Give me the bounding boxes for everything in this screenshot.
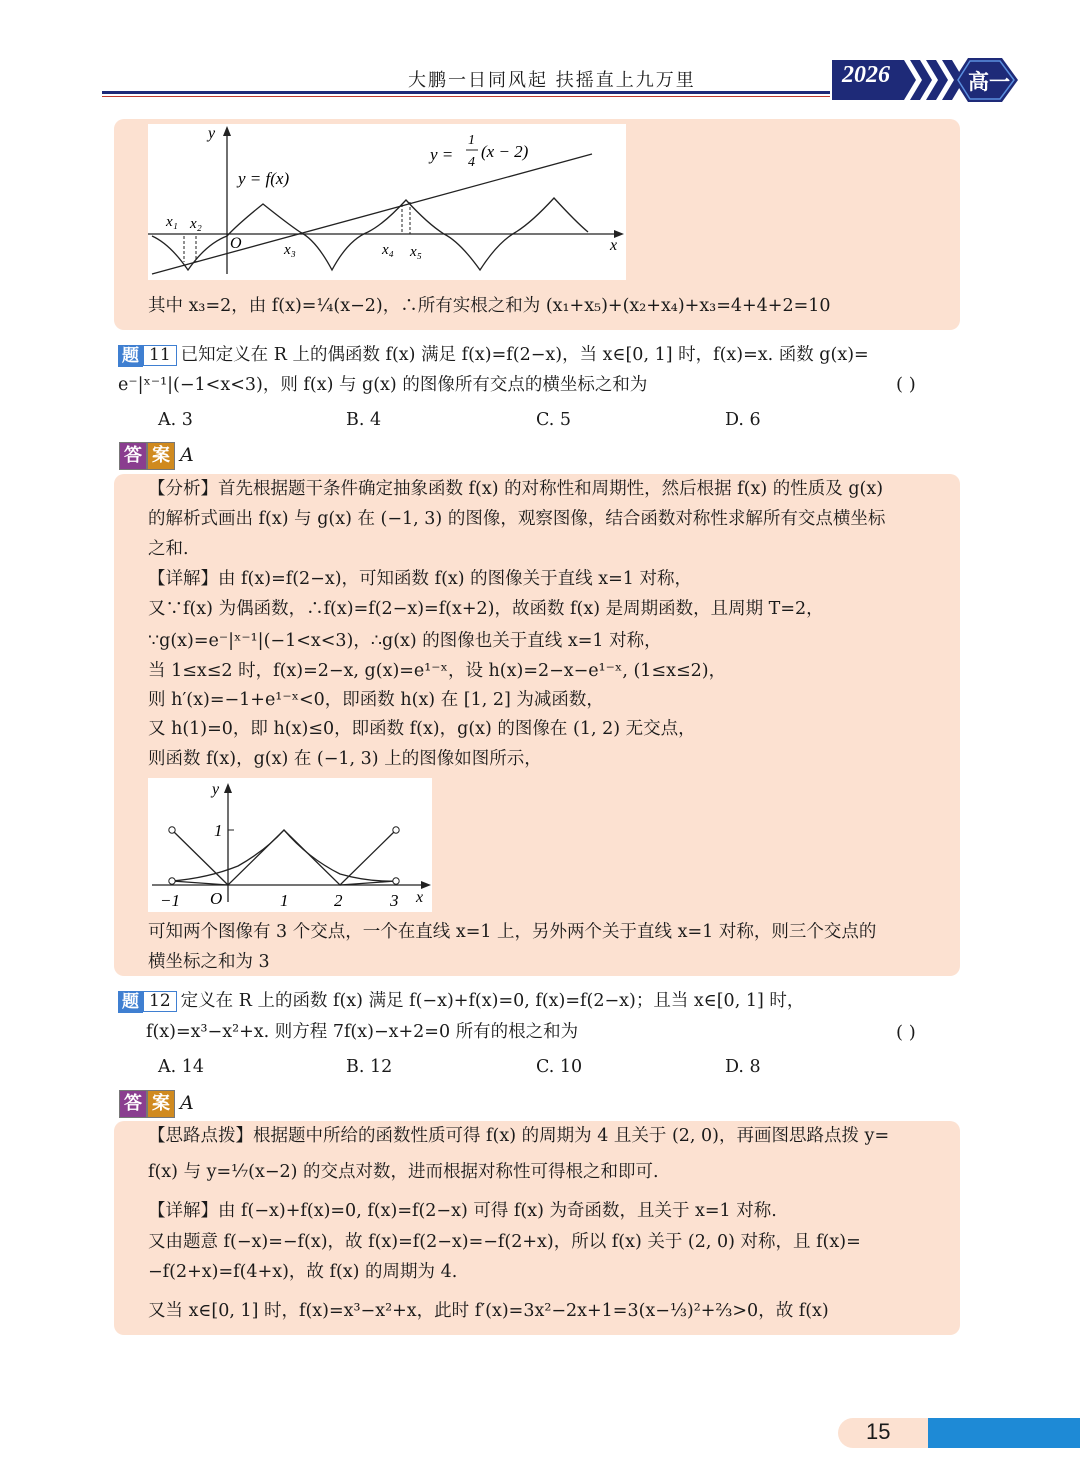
answer-char-1: 答 (119, 442, 147, 470)
graph1-x5: x₅ (410, 244, 422, 260)
graph1-origin: O (230, 235, 242, 252)
graph1-x2: x₂ (190, 216, 202, 232)
q11-sol-line3: 之和. (148, 539, 189, 559)
q12-option-c[interactable]: C. 10 (536, 1057, 583, 1077)
graph1-curve-label: y = f(x) (238, 169, 290, 188)
graph1-line-label-num: 1 (468, 133, 475, 148)
q12-sol-line1: 【思路点拨】根据题中所给的函数性质可得 f(x) 的周期为 4 且关于 (2, 0)，再画图思路点拨 y= (148, 1126, 890, 1146)
q11-sol-line4: 【详解】由 f(x)=f(2−x)，可知函数 f(x) 的图像关于直线 x=1 对称， (148, 569, 692, 589)
graph2-tick-3: 3 (390, 891, 399, 910)
graph2-origin: O (210, 889, 223, 908)
q12-sol-line5: −f(2+x)=f(4+x)，故 f(x) 的周期为 4. (148, 1262, 458, 1282)
q12-stem-line1 (118, 987, 804, 1015)
graph2-tick-1: 1 (280, 891, 289, 910)
q11-option-c[interactable]: C. 5 (536, 410, 572, 430)
q11-stem-line1 (118, 341, 869, 369)
graph2-y-axis-label: y (212, 781, 220, 798)
q12-answer-paren: ( ) (896, 1022, 916, 1043)
q11-sol-line10: 则函数 f(x)，g(x) 在 (−1, 3) 上的图像如图所示， (148, 749, 542, 769)
q12-sol-line4: 又由题意 f(−x)=−f(x)，故 f(x)=f(2−x)=−f(2+x)，所以 f(x) 关于 (2, 0) 对称，且 f(x)= (148, 1232, 861, 1252)
answer-char-2: 案 (147, 1090, 175, 1118)
graph2-tick-neg1: −1 (160, 891, 180, 910)
graph2-ytick-1: 1 (214, 821, 223, 840)
q11-tag: 题 (118, 345, 143, 367)
answer-char-2: 案 (147, 442, 175, 470)
page-number-bar (910, 1418, 1080, 1448)
graph1-line-label-rest: (x − 2) (481, 142, 529, 161)
q11-sol-end2: 横坐标之和为 3 (148, 952, 270, 972)
graph1-x3: x₃ (284, 242, 296, 258)
header-year: 2026 (842, 62, 890, 88)
q11-answer-badge (119, 442, 175, 470)
q12-stem-line2: f(x)=x³−x²+x. 则方程 7f(x)−x+2=0 所有的根之和为 (146, 1022, 579, 1042)
graph1-y-axis-label: y (208, 125, 216, 142)
q12-option-b[interactable]: B. 12 (346, 1057, 393, 1077)
q11-answer-paren: ( ) (896, 374, 916, 395)
header-grade: 高一 (968, 69, 1010, 94)
q12-answer-badge (119, 1090, 175, 1118)
graph1-line-label-den: 4 (468, 155, 475, 170)
graph-q10 (148, 124, 626, 280)
q12-sol-line3: 【详解】由 f(−x)+f(x)=0, f(x)=f(2−x) 可得 f(x) 为奇函数，且关于 x=1 对称. (148, 1201, 777, 1221)
answer-char-1: 答 (119, 1090, 147, 1118)
q12-sol-line6: 又当 x∈[0, 1] 时，f(x)=x³−x²+x，此时 f′(x)=3x²−2x+1=3(x−⅓)²+⅔>0，故 f(x) (148, 1301, 829, 1321)
q12-tag: 题 (118, 991, 143, 1013)
q11-option-a[interactable]: A. 3 (158, 410, 193, 430)
q11-sol-line6: ∵g(x)=e⁻|ˣ⁻¹|(−1<x<3)，∴g(x) 的图像也关于直线 x=1 对称， (148, 631, 662, 651)
q11-answer-value: A (180, 444, 194, 466)
q11-number: 11 (143, 345, 177, 366)
header-rule-bottom (102, 96, 830, 97)
q12-option-d[interactable]: D. 8 (725, 1057, 761, 1077)
q12-option-a[interactable]: A. 14 (158, 1057, 205, 1077)
q12-sol-line2: f(x) 与 y=⅐(x−2) 的交点对数，进而根据对称性可得根之和即可. (148, 1162, 659, 1182)
q12-number: 12 (143, 991, 177, 1012)
q12-answer-value: A (180, 1092, 194, 1114)
q11-option-b[interactable]: B. 4 (346, 410, 382, 430)
graph2-tick-2: 2 (334, 891, 343, 910)
q11-sol-line9: 又 h(1)=0，即 h(x)≤0，即函数 f(x)，g(x) 的图像在 (1, 2) 无交点， (148, 719, 696, 739)
q11-sol-line8: 则 h′(x)=−1+e¹⁻ˣ<0，即函数 h(x) 在 [1, 2] 为减函数， (148, 690, 604, 710)
q11-sol-line1: 【分析】首先根据题干条件确定抽象函数 f(x) 的对称性和周期性，然后根据 f(x) 的性质及 g(x) (148, 479, 884, 499)
graph1-x4: x₄ (382, 242, 394, 258)
q10-conclusion: 其中 x₃=2，由 f(x)=¼(x−2)，∴所有实根之和为 (x₁+x₅)+(x₂+x₄)+x₃=4+4+2=10 (148, 296, 831, 316)
q11-sol-end1: 可知两个图像有 3 个交点，一个在直线 x=1 上，另外两个关于直线 x=1 对称，则三个交点的 (148, 922, 877, 942)
q11-stem-line2: e⁻|ˣ⁻¹|(−1<x<3)，则 f(x) 与 g(x) 的图像所有交点的横坐标之和为 (118, 375, 648, 395)
q11-option-d[interactable]: D. 6 (725, 410, 761, 430)
q11-sol-line2: 的解析式画出 f(x) 与 g(x) 在 (−1, 3) 的图像，观察图像，结合函数对称性求解所有交点横坐标 (148, 509, 886, 529)
page-number: 15 (866, 1419, 891, 1444)
graph-q11 (148, 778, 432, 912)
graph1-x1: x₁ (166, 214, 178, 230)
q11-stem-text1: 已知定义在 R 上的偶函数 f(x) 满足 f(x)=f(2−x)，当 x∈[0, 1] 时，f(x)=x. 函数 g(x)= (180, 345, 869, 365)
graph1-line-label-y: y = (430, 145, 454, 164)
q12-stem-text1: 定义在 R 上的函数 f(x) 满足 f(−x)+f(x)=0, f(x)=f(2−x)；且当 x∈[0, 1] 时， (180, 991, 805, 1011)
q11-sol-line7: 当 1≤x≤2 时，f(x)=2−x, g(x)=e¹⁻ˣ，设 h(x)=2−x−e¹⁻ˣ, (1≤x≤2)， (148, 661, 727, 681)
graph2-x-axis-label: x (416, 889, 424, 906)
graph1-x-axis-label: x (610, 237, 618, 254)
q11-sol-line5: 又∵f(x) 为偶函数，∴f(x)=f(2−x)=f(x+2)，故函数 f(x) 是周期函数，且周期 T=2， (148, 599, 824, 619)
header-slogan: 大鹏一日同风起 扶摇直上九万里 (408, 70, 696, 91)
